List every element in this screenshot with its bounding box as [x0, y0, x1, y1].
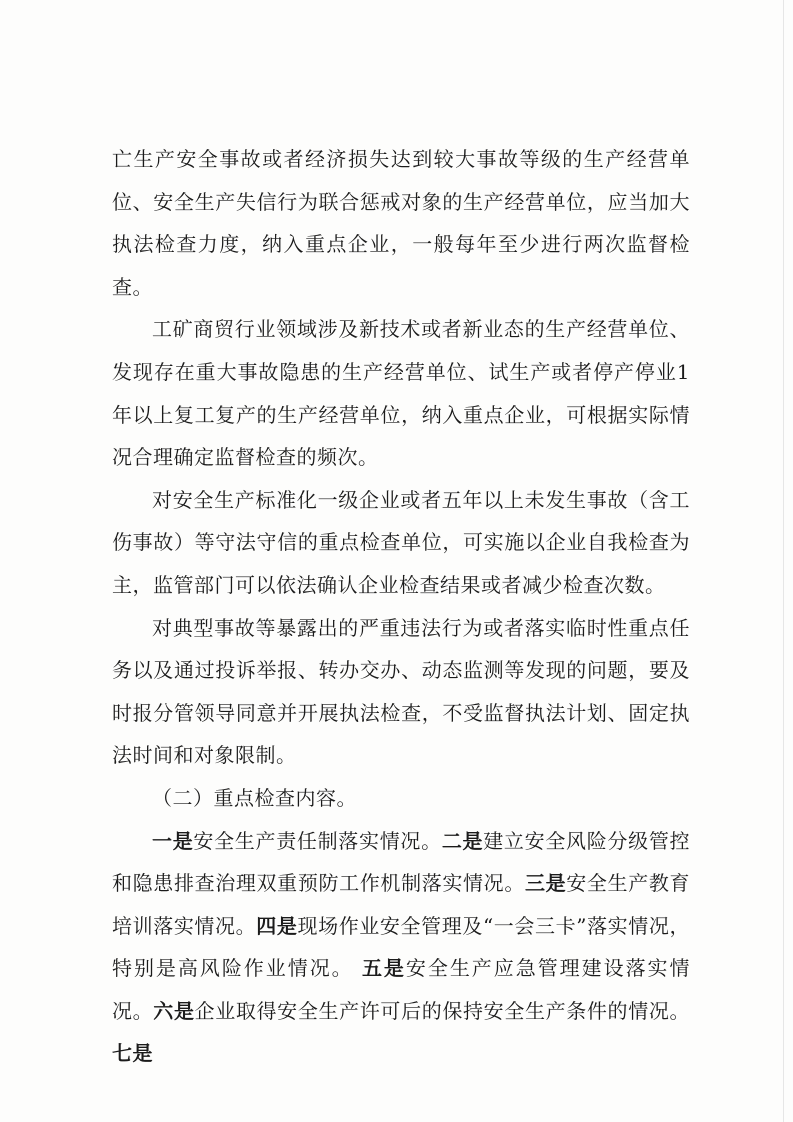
section-heading: （二）重点检查内容。: [152, 785, 357, 810]
item-label-2: 二是: [441, 828, 484, 853]
item-label-7: 七是: [112, 1041, 153, 1066]
scan-edge-line: [783, 0, 784, 1122]
item-text-2: 建立安全风险分级管控和隐患排查治理双重预防工作机制落实情况。: [112, 828, 691, 896]
paragraph-2: 工矿商贸行业领域涉及新技术或者新业态的生产经营单位、发现存在重大事故隐患的生产经营单位、试生产或者停产停业1年以上复工复产的生产经营单位，纳入重点企业，可根据实际情况合理确定监督检查的频次。: [112, 317, 690, 470]
document-body: [112, 138, 690, 1075]
item-label-1: 一是: [152, 828, 194, 853]
paragraph-1: 亡生产安全事故或者经济损失达到较大事故等级的生产经营单位、安全生产失信行为联合惩戒对象的生产经营单位，应当加大执法检查力度，纳入重点企业，一般每年至少进行两次监督检查。: [112, 147, 690, 299]
item-text-3: 安全生产教育培训落实情况。: [112, 871, 691, 938]
inspection-content-paragraph: [112, 820, 690, 1076]
item-label-6: 六是: [153, 998, 195, 1023]
paragraph-4: 对典型事故等暴露出的严重违法行为或者落实临时性重点任务以及通过投诉举报、转办交办、动态监测等发现的问题，要及时报分管领导同意并开展执法检查，不受监督执法计划、固定执法时间和对象限制。: [112, 615, 690, 768]
item-label-4: 四是: [256, 913, 298, 938]
item-label-5: 五是: [361, 956, 406, 981]
item-text-1: 安全生产责任制落实情况。: [193, 828, 442, 853]
item-text-5: 安全生产应急管理建设落实情况。: [112, 956, 691, 1023]
item-text-6: 企业取得安全生产许可后的保持安全生产条件的情况。: [194, 998, 691, 1023]
paragraph-3: 对安全生产标准化一级企业或者五年以上未发生事故（含工伤事故）等守法守信的重点检查单位，可实施以企业自我检查为主，监管部门可以依法确认企业检查结果或者减少检查次数。: [112, 487, 690, 597]
item-label-3: 三是: [524, 871, 567, 896]
item-text-4: 现场作业安全管理及“一会三卡”落实情况，特别是高风险作业情况。: [112, 913, 691, 981]
